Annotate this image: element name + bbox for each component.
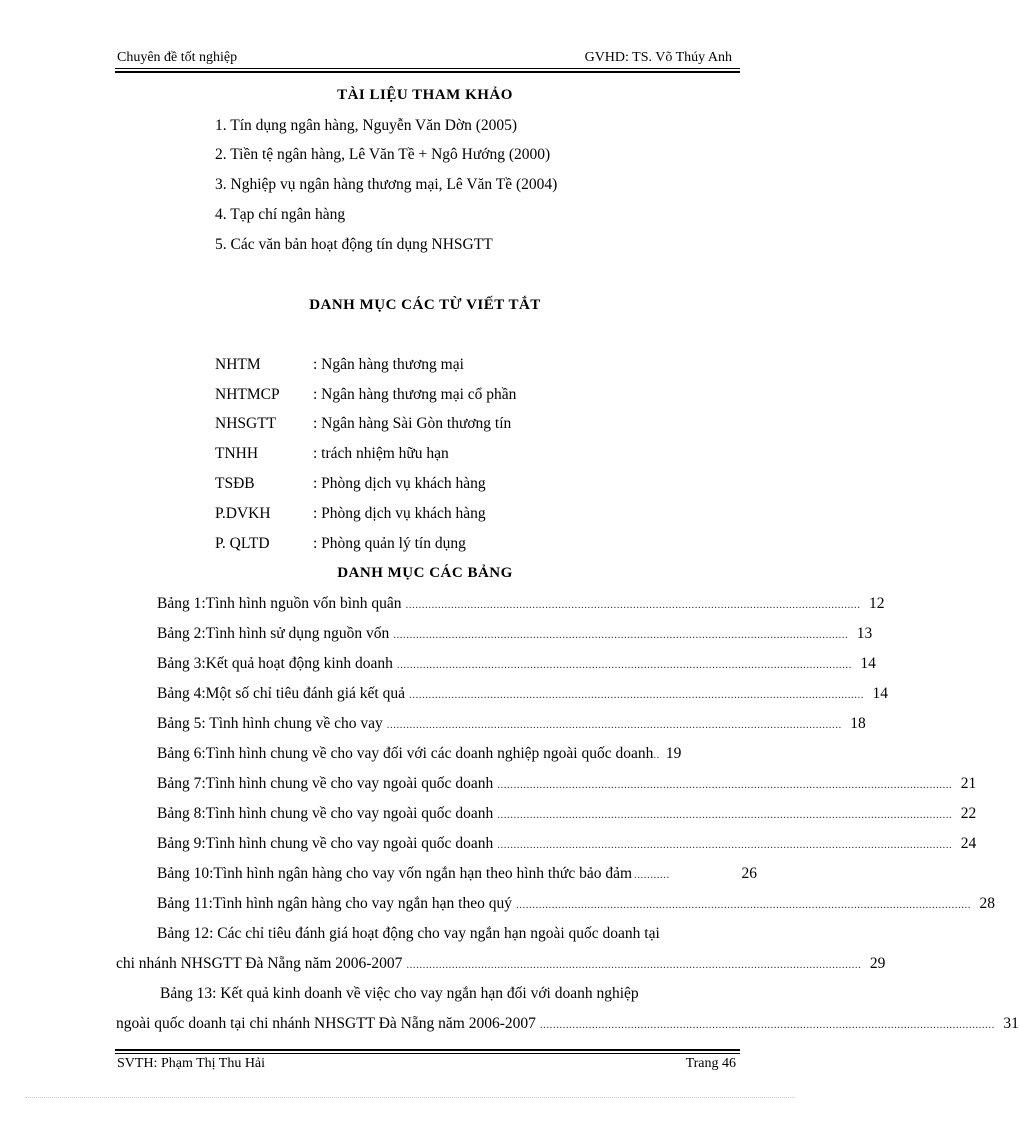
table-entry-page: 29 xyxy=(869,955,886,972)
leader-dots: ............................................................................................................................................ xyxy=(393,629,849,641)
leader-dots: ............................................................................................................................................ xyxy=(497,809,953,821)
table-list-entry xyxy=(157,895,995,913)
leader-dots: ............................................................................................................................................ xyxy=(408,689,864,701)
table-list-entry xyxy=(157,715,866,733)
footer-rule-thick xyxy=(115,1049,740,1051)
abbreviation-value: : Phòng dịch vụ khách hàng xyxy=(313,505,486,522)
reference-item: 5. Các văn bản hoạt động tín dụng NHSGTT xyxy=(215,236,493,253)
leader-dots: ............................................................................................................................................ xyxy=(396,659,852,671)
table-entry-title: Bảng 7:Tình hình chung về cho vay ngoài quốc doanh xyxy=(157,775,494,792)
abbreviation-value: : Ngân hàng Sài Gòn thương tín xyxy=(313,415,512,432)
table-list-entry xyxy=(157,805,977,823)
header-rule-thick xyxy=(115,71,740,73)
page-bottom-dotted-line xyxy=(25,1097,795,1098)
abbreviations-title: DANH MỤC CÁC TỪ VIẾT TẮT xyxy=(309,297,541,313)
table-entry-page: 28 xyxy=(979,895,995,912)
abbreviation-key: NHTMCP xyxy=(215,386,280,403)
abbreviation-key: NHTM xyxy=(215,356,261,373)
abbreviation-value: : trách nhiệm hữu hạn xyxy=(313,445,449,462)
abbreviation-key: TSĐB xyxy=(215,475,255,492)
table-entry-title: Bảng 6:Tình hình chung về cho vay đối với các doanh nghiệp ngoài quốc doanh xyxy=(157,745,654,762)
leader-dots: .. xyxy=(653,749,660,761)
leader-dots: ............................................................................................................................................ xyxy=(516,899,971,911)
table-entry-title: Bảng 2:Tình hình sử dụng nguồn vốn xyxy=(157,625,390,642)
table-entry-page: 22 xyxy=(960,805,977,822)
table-list-entry xyxy=(116,1015,1019,1033)
footer-left-text: SVTH: Phạm Thị Thu Hải xyxy=(117,1056,266,1071)
table-entry-page: 18 xyxy=(850,715,866,732)
table-entry-title: Bảng 1:Tình hình nguồn vốn bình quân xyxy=(157,595,402,612)
header-left-text: Chuyên đề tốt nghiệp xyxy=(117,50,238,65)
reference-item: 4. Tạp chí ngân hàng xyxy=(215,206,346,223)
reference-item: 3. Nghiệp vụ ngân hàng thương mại, Lê Văn Tề (2004) xyxy=(215,176,558,193)
table-entry-page: 26 xyxy=(741,865,757,882)
table-entry-title: chi nhánh NHSGTT Đà Nẵng năm 2006-2007 xyxy=(116,955,403,972)
table-entry-page: 24 xyxy=(960,835,977,852)
references-title: TÀI LIỆU THAM KHẢO xyxy=(337,87,513,103)
table-list-entry xyxy=(116,955,886,973)
header-rule xyxy=(115,68,740,69)
tables-title: DANH MỤC CÁC BẢNG xyxy=(337,565,513,581)
table-list-entry xyxy=(157,775,977,793)
table-entry-title: Bảng 3:Kết quả hoạt động kinh doanh xyxy=(157,655,393,672)
header-right-text: GVHD: TS. Võ Thúy Anh xyxy=(584,50,732,65)
table-entry-page: 19 xyxy=(665,745,682,762)
table-list-entry xyxy=(157,745,757,763)
table-entry-title: Bảng 5: Tình hình chung về cho vay xyxy=(157,715,383,732)
table-entry-page: 12 xyxy=(869,595,885,612)
table-list-entry xyxy=(157,655,876,673)
abbreviation-key: NHSGTT xyxy=(215,415,277,432)
abbreviation-key: P. QLTD xyxy=(215,535,270,552)
reference-item: 1. Tín dụng ngân hàng, Nguyễn Văn Dờn (2005) xyxy=(215,117,518,134)
table-entry-title: ngoài quốc doanh tại chi nhánh NHSGTT Đà Nẵng năm 2006-2007 xyxy=(116,1015,536,1032)
leader-dots: ............................................................................................................................................ xyxy=(539,1019,995,1031)
abbreviation-value: : Phòng dịch vụ khách hàng xyxy=(313,475,486,492)
leader-dots: ............................................................................................................................................ xyxy=(497,779,953,791)
table-entry-page: 14 xyxy=(872,685,888,702)
abbreviation-value: : Ngân hàng thương mại cổ phần xyxy=(313,386,517,403)
abbreviation-key: P.DVKH xyxy=(215,505,271,522)
reference-item: 2. Tiền tệ ngân hàng, Lê Văn Tề + Ngô Hướng (2000) xyxy=(215,146,551,163)
table-entry-title: Bảng 11:Tình hình ngân hàng cho vay ngắn hạn theo quý xyxy=(157,895,512,912)
table-entry-13-line1: Bảng 13: Kết quả kinh doanh về việc cho vay ngắn hạn đối với doanh nghiệp xyxy=(160,985,639,1002)
leader-dots: ............................................................................................................................................ xyxy=(405,599,861,611)
table-entry-page: 13 xyxy=(856,625,873,642)
leader-dots: ............................................................................................................................................ xyxy=(386,719,842,731)
table-list-entry xyxy=(157,835,977,853)
table-entry-title: Bảng 8:Tình hình chung về cho vay ngoài quốc doanh xyxy=(157,805,494,822)
leader-dots: ........... xyxy=(634,869,670,881)
table-entry-title: Bảng 4:Một số chỉ tiêu đánh giá kết quả xyxy=(157,685,405,702)
abbreviation-value: : Ngân hàng thương mại xyxy=(313,356,464,373)
table-entry-page: 21 xyxy=(960,775,977,792)
table-list-entry xyxy=(157,685,888,703)
abbreviation-value: : Phòng quản lý tín dụng xyxy=(313,535,466,552)
table-list-entry xyxy=(157,865,757,883)
table-list-entry xyxy=(157,625,873,643)
leader-dots: ............................................................................................................................................ xyxy=(497,839,953,851)
table-entry-title: Bảng 9:Tình hình chung về cho vay ngoài quốc doanh xyxy=(157,835,494,852)
table-list-entry xyxy=(157,595,885,613)
footer-rule xyxy=(115,1053,740,1054)
leader-dots: ............................................................................................................................................ xyxy=(406,959,862,971)
table-entry-page: 14 xyxy=(860,655,876,672)
table-entry-12-line1: Bảng 12: Các chỉ tiêu đánh giá hoạt động cho vay ngắn hạn ngoài quốc doanh tại xyxy=(157,925,660,942)
table-entry-page: 31 xyxy=(1003,1015,1019,1032)
table-entry-title: Bảng 10:Tình hình ngân hàng cho vay vốn ngắn hạn theo hình thức bảo đảm xyxy=(157,865,633,882)
abbreviation-key: TNHH xyxy=(215,445,259,462)
footer-page-number: Trang 46 xyxy=(685,1056,736,1071)
